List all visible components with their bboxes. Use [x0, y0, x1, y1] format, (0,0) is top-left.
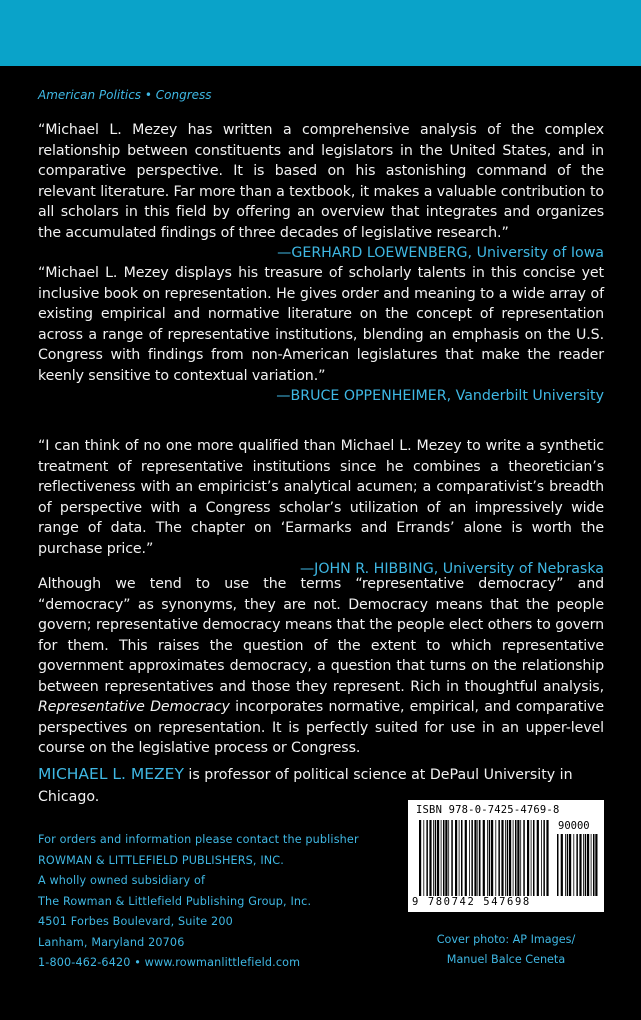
barcode-bar — [595, 834, 597, 896]
barcode-bar — [513, 820, 514, 896]
publisher-info — [38, 830, 388, 974]
description-text-continued: incorporates normative, empirical, and comparative perspectives on representation. It is perfectly suited for use in an upper-level course on the legislative process or Congress. — [38, 699, 604, 756]
barcode-bar — [565, 834, 566, 896]
review-quote-2 — [38, 263, 604, 407]
barcode-bar — [591, 834, 592, 896]
barcode-bar — [451, 820, 453, 896]
book-title: Representative Democracy — [38, 699, 230, 715]
publisher-line: A wholly owned subsidiary of — [38, 874, 206, 887]
barcode-bar — [483, 820, 485, 896]
barcode-bar — [419, 820, 421, 896]
barcode-bar — [501, 820, 503, 896]
barcode-bar — [505, 820, 506, 896]
publisher-line: Lanham, Maryland 20706 — [38, 935, 185, 949]
credit-line: Cover photo: AP Images/ — [436, 933, 576, 946]
quote-text: “I can think of no one more qualified than Michael L. Mezey to write a synthetic treatment of representative institutions since he combines a theoretician’s reflectiveness with an empiricist’s analytical acumen; a comparativist’s breadth of perspective with a Congress scholar’s utilization of an impressively wide range of data. The chapter on ‘Earmarks and Errands’ alone is worth the purchase price.” — [38, 438, 604, 557]
barcode-bar — [495, 820, 496, 896]
barcode-bar — [579, 834, 581, 896]
barcode-bar — [537, 820, 539, 896]
reviewer-affiliation: Vanderbilt University — [455, 388, 604, 404]
reviewer-name: —BRUCE OPPENHEIMER — [276, 388, 447, 404]
barcode-digits: 9 780742 547698 — [412, 896, 531, 908]
barcode-bar — [443, 820, 445, 896]
barcode-bar — [507, 820, 509, 896]
barcode-bar — [583, 834, 584, 896]
barcode-bar — [461, 820, 463, 896]
barcode-bar — [489, 820, 491, 896]
cover-credit — [408, 930, 604, 970]
price-barcode-bars — [556, 834, 600, 896]
barcode-bar — [561, 834, 563, 896]
barcode-bar — [459, 820, 460, 896]
barcode-bar — [567, 834, 569, 896]
barcode-bar — [509, 820, 511, 896]
barcode-bar — [527, 820, 529, 896]
barcode-bar — [487, 820, 488, 896]
barcode-bar — [465, 820, 467, 896]
barcode-bar — [533, 820, 535, 896]
review-quote-1 — [38, 120, 604, 264]
author-name: MICHAEL L. MEZEY — [38, 765, 184, 783]
book-description — [38, 574, 604, 759]
barcode-bar — [515, 820, 517, 896]
barcode-bar — [557, 834, 559, 896]
category-label: American Politics • Congress — [38, 88, 212, 102]
barcode-bar — [498, 820, 500, 896]
publisher-line: ROWMAN & LITTLEFIELD PUBLISHERS, INC. — [38, 853, 284, 867]
barcode-bar — [523, 820, 525, 896]
reviewer-affiliation: University of Iowa — [476, 245, 604, 261]
barcode-bar — [573, 834, 574, 896]
barcode-bar — [546, 820, 548, 896]
barcode-bar — [435, 820, 437, 896]
barcode-bar — [423, 820, 424, 896]
barcode-bar — [576, 834, 578, 896]
barcode-bar — [541, 820, 542, 896]
quote-attribution: —JOHN R. HIBBING, University of Nebraska — [299, 561, 604, 577]
barcode-bar — [517, 820, 519, 896]
barcode-bar — [445, 820, 447, 896]
publisher-line: 4501 Forbes Boulevard, Suite 200 — [38, 915, 233, 928]
barcode-bar — [426, 820, 428, 896]
quote-text: “Michael L. Mezey has written a comprehensive analysis of the complex relationship between constituents and legislators in the United States, and in comparative perspective. It is based on his astonishing command of the relevant literature. Far more than a textbook, it makes a valuable contribution to all scholars in this field by offering an overview that integrates and organizes the accumulated findings of three decades of legislative research.” — [38, 122, 604, 241]
barcode-bar — [455, 820, 457, 896]
review-quote-3 — [38, 436, 604, 580]
quote-text: “Michael L. Mezey displays his treasure of scholarly talents in this concise yet inclusive book on representation. He gives order and meaning to a wide array of existing empirical and normative literature on the concept of representation across a range of representative institutions, blending an emphasis on the U.S. Congress with findings from non-American legislatures that make the reader keenly sensitive to contextual variation.” — [38, 265, 604, 384]
barcode-bar — [479, 820, 481, 896]
barcode-bar — [569, 834, 571, 896]
barcode-bar — [593, 834, 595, 896]
credit-line: Manuel Balce Ceneta — [446, 953, 566, 966]
price-code: 90000 — [558, 820, 590, 832]
barcode-bar — [477, 820, 478, 896]
publisher-line: For orders and information please contact the publisher — [38, 833, 359, 846]
barcode-bar — [491, 820, 493, 896]
author-bio-text: is professor of political science at DePaul University in Chicago. — [38, 767, 573, 805]
publisher-line: 1-800-462-6420 • www.rowmanlittlefield.com — [38, 956, 301, 969]
barcode-bar — [474, 820, 476, 896]
barcode-bar — [471, 820, 473, 896]
isbn-barcode — [408, 800, 604, 912]
barcode-bar — [585, 834, 587, 896]
barcode-bar — [437, 820, 439, 896]
reviewer-affiliation: University of Nebraska — [442, 561, 604, 577]
barcode-bars — [418, 820, 550, 896]
top-color-bar — [0, 0, 641, 66]
description-text: Although we tend to use the terms “representative democracy” and “democracy” as synonyms, they are not. Democracy means that the people govern; representative democracy means that the people elect others to govern for them. This raises the question of the extent to which representative government approximates democracy, a question that turns on the relationship between representatives and those they represent. Rich in thoughtful analysis, — [38, 576, 604, 695]
quote-attribution: —GERHARD LOEWENBERG, University of Iowa — [277, 245, 604, 261]
barcode-bar — [441, 820, 442, 896]
reviewer-name: —JOHN R. HIBBING — [299, 561, 434, 577]
barcode-bar — [469, 820, 470, 896]
publisher-line: The Rowman & Littlefield Publishing Group, Inc. — [38, 894, 312, 908]
reviewer-name: —GERHARD LOEWENBERG — [277, 245, 468, 261]
barcode-bar — [433, 820, 434, 896]
barcode-bar — [543, 820, 545, 896]
barcode-bar — [448, 820, 449, 896]
barcode-bar — [531, 820, 532, 896]
isbn-label: ISBN 978-0-7425-4769-8 — [416, 804, 560, 816]
barcode-bar — [587, 834, 589, 896]
quote-attribution: —BRUCE OPPENHEIMER, Vanderbilt University — [276, 388, 604, 404]
barcode-bar — [520, 820, 521, 896]
barcode-bar — [429, 820, 431, 896]
